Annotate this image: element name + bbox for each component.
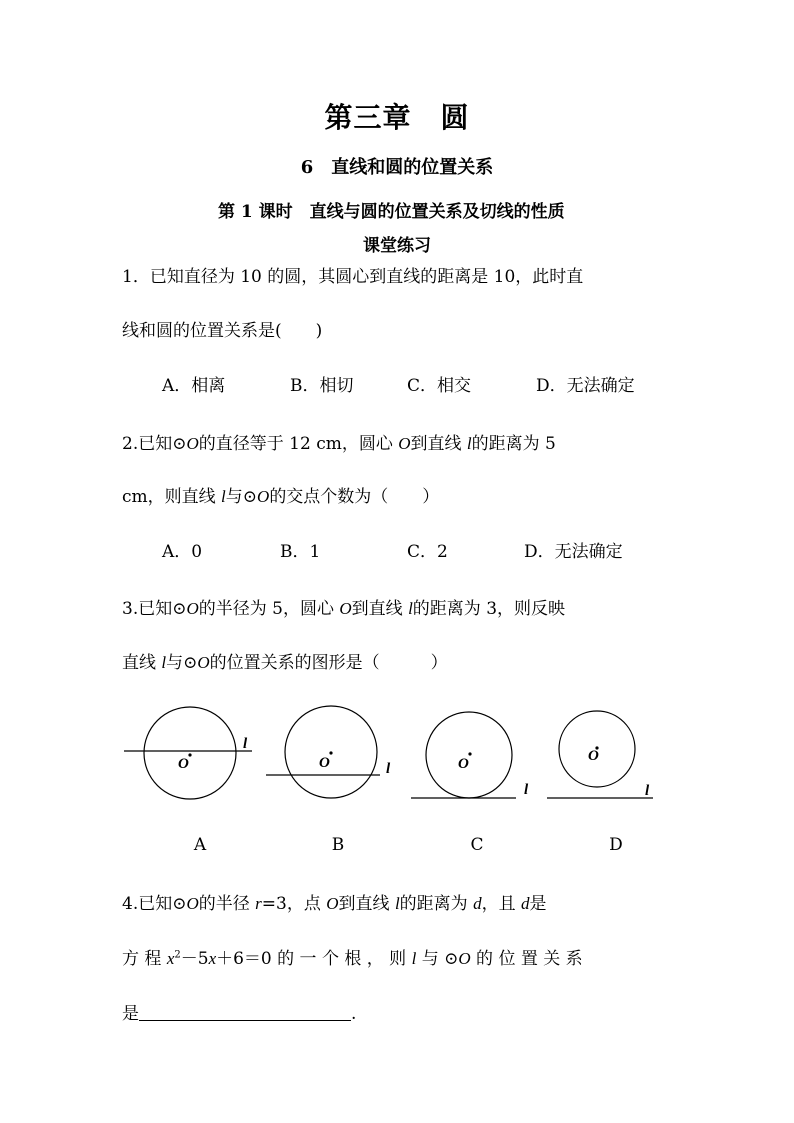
figure-a-center-label: O [178, 756, 189, 772]
q1-option-d: D．无法确定 [536, 376, 635, 396]
figure-b-line-label: l [386, 761, 391, 777]
figure-c-line-label: l [524, 782, 529, 798]
figure-d-line-label: l [645, 783, 650, 799]
q3-line1: 3.已知⊙O的半径为 5，圆心 O到直线 l的距离为 3，则反映 [122, 599, 566, 619]
figure-b-center-label: O [319, 755, 330, 771]
q4-answer-blank[interactable] [139, 1004, 351, 1021]
q2-option-d: D．无法确定 [524, 542, 623, 562]
q1-line1: 1．已知直径为 10 的圆，其圆心到直线的距离是 10，此时直 [122, 267, 584, 287]
q2-option-b: B．1 [280, 542, 321, 562]
figure-d [547, 711, 653, 799]
q1-line2: 线和圆的位置关系是( ) [122, 321, 323, 341]
figure-b-center-dot [329, 751, 332, 754]
figure-a [124, 707, 252, 799]
q1-option-a: A．相离 [162, 376, 226, 396]
q2-line1: 2.已知⊙O的直径等于 12 cm，圆心 O到直线 l的距离为 5 [122, 434, 556, 454]
q2-line2: cm，则直线 l与⊙O的交点个数为（ ） [122, 487, 440, 507]
q1-option-b: B．相切 [290, 376, 354, 396]
q3-line2: 直线 l与⊙O的位置关系的图形是（ ） [122, 653, 448, 673]
figure-a-caption: A [193, 835, 207, 855]
chapter-title: 第三章 圆 [324, 101, 470, 134]
q2-option-a: A．0 [162, 542, 203, 562]
section-title: 6 直线和圆的位置关系 [300, 157, 494, 178]
figure-c-center-label: O [458, 756, 469, 772]
figure-c-center-dot [468, 752, 471, 755]
figure-c [411, 712, 529, 798]
figure-b-caption: B [331, 835, 345, 855]
q4-line1: 4.已知⊙O的半径 r=3，点 O到直线 l的距离为 d，且 d是 [122, 894, 547, 914]
figure-b [266, 706, 391, 798]
figure-a-center-dot [188, 753, 191, 756]
q4-line2: 方 程 $x^2-5x+6=0$ 的 一 个 根 ， 则 l 与 ⊙O 的 位 置 关 系 [122, 949, 583, 969]
figure-d-caption: D [609, 835, 623, 855]
q4-line3: 是 . [122, 1004, 357, 1024]
figure-a-circle [144, 707, 236, 799]
q2-option-c: C．2 [407, 542, 448, 562]
practice-heading: 课堂练习 [363, 236, 431, 256]
q1-option-c: C．相交 [407, 376, 472, 396]
lesson-title: 第 1 课时 直线与圆的位置关系及切线的性质 [218, 202, 565, 222]
figure-d-center-label: O [588, 748, 599, 764]
figure-c-caption: C [470, 835, 484, 855]
figure-a-line-label: l [243, 736, 248, 752]
